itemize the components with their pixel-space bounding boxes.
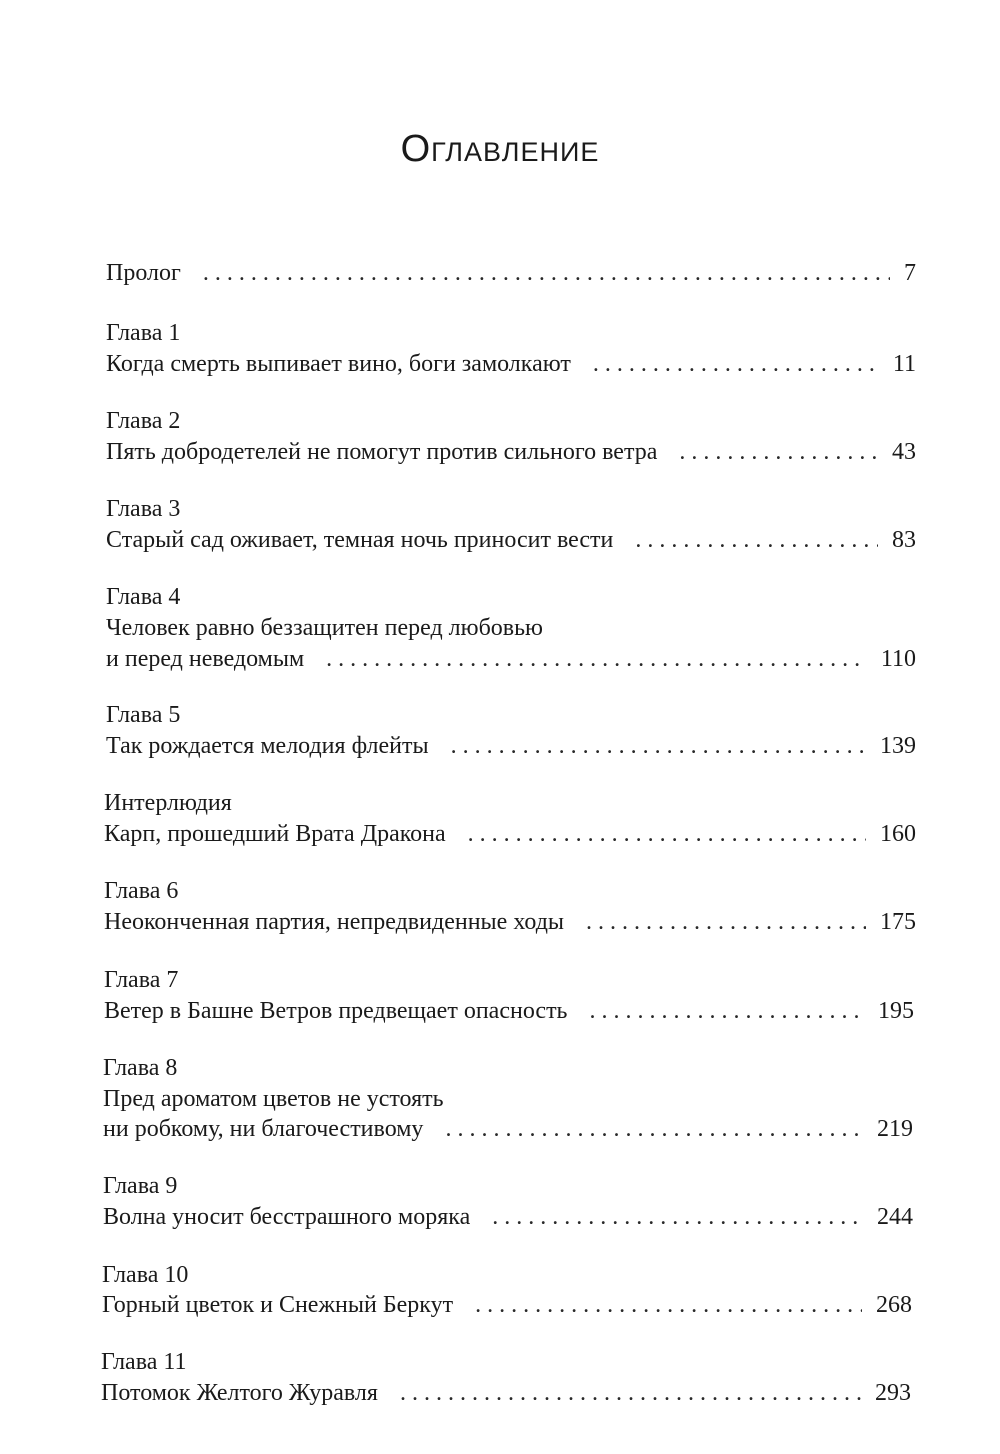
- toc-page-number: 219: [877, 1116, 913, 1142]
- toc-chapter-label: Глава 10: [102, 1262, 189, 1288]
- toc-entry-title: Когда смерть выпивает вино, боги замолкают: [106, 351, 571, 377]
- toc-entry-title: Горный цветок и Снежный Беркут: [102, 1292, 454, 1318]
- toc-entry-chapter-9[interactable]: [103, 1202, 913, 1232]
- toc-page-number: 110: [880, 646, 916, 672]
- toc-entry-title-line: Человек равно беззащитен перед любовью: [106, 615, 543, 641]
- leader-dots: [475, 1290, 862, 1320]
- leader-dots: [326, 644, 867, 674]
- toc-entry-title: и перед неведомым: [106, 646, 305, 672]
- toc-chapter-label: Глава 4: [106, 584, 181, 610]
- toc-entry-prologue[interactable]: [106, 258, 916, 288]
- toc-entry-title: Волна уносит бесстрашного моряка: [103, 1204, 471, 1230]
- toc-entry-chapter-11[interactable]: [101, 1378, 911, 1408]
- toc-entry-chapter-4[interactable]: [106, 644, 916, 674]
- toc-entry-chapter-7[interactable]: [104, 996, 914, 1026]
- toc-page-number: 175: [880, 909, 916, 935]
- toc-chapter-label: Глава 1: [106, 320, 181, 346]
- leader-dots: [492, 1202, 863, 1232]
- toc-entry-chapter-6[interactable]: [104, 907, 916, 937]
- toc-page-number: 293: [875, 1380, 911, 1406]
- leader-dots: [451, 731, 866, 761]
- page-title: Оглавление: [400, 128, 600, 170]
- toc-page-number: 244: [877, 1204, 913, 1230]
- toc-chapter-label: Глава 7: [104, 967, 179, 993]
- toc-page-number: 43: [892, 439, 916, 465]
- toc-entry-chapter-2[interactable]: [106, 437, 916, 467]
- toc-entry-title: Так рождается мелодия флейты: [106, 733, 429, 759]
- leader-dots: [203, 258, 890, 288]
- toc-entry-title: Старый сад оживает, темная ночь приносит вести: [106, 527, 614, 553]
- toc-page-number: 83: [892, 527, 916, 553]
- toc-entry-chapter-3[interactable]: [106, 525, 916, 555]
- leader-dots: [590, 996, 865, 1026]
- toc-entry-chapter-8[interactable]: [103, 1114, 913, 1144]
- toc-chapter-label: Глава 5: [106, 702, 181, 728]
- toc-entry-title: Потомок Желтого Журавля: [101, 1380, 378, 1406]
- toc-entry-title: Неоконченная партия, непредвиденные ходы: [104, 909, 565, 935]
- toc-entry-title: ни робкому, ни благочестивому: [103, 1116, 424, 1142]
- toc-chapter-label: Интерлюдия: [104, 790, 232, 816]
- leader-dots: [445, 1114, 863, 1144]
- toc-page-number: 268: [876, 1292, 912, 1318]
- toc-entry-chapter-5[interactable]: [106, 731, 916, 761]
- toc-chapter-label: Глава 6: [104, 878, 179, 904]
- leader-dots: [586, 907, 866, 937]
- leader-dots: [635, 525, 878, 555]
- toc-chapter-label: Глава 9: [103, 1173, 178, 1199]
- leader-dots: [400, 1378, 861, 1408]
- toc-page-number: 11: [892, 351, 916, 377]
- toc-entry-title: Пять добродетелей не помогут против сильного ветра: [106, 439, 658, 465]
- toc-chapter-label: Глава 2: [106, 408, 181, 434]
- leader-dots: [679, 437, 878, 467]
- toc-page-number: 7: [904, 260, 916, 286]
- toc-entry-interlude[interactable]: [104, 819, 916, 849]
- toc-entry-title: Карп, прошедший Врата Дракона: [104, 821, 446, 847]
- toc-page-number: 195: [878, 998, 914, 1024]
- toc-entry-title: Ветер в Башне Ветров предвещает опасность: [104, 998, 568, 1024]
- toc-chapter-label: Глава 11: [101, 1349, 187, 1375]
- toc-entry-chapter-1[interactable]: [106, 349, 916, 379]
- toc-page-number: 139: [880, 733, 916, 759]
- leader-dots: [468, 819, 866, 849]
- toc-page-number: 160: [880, 821, 916, 847]
- toc-entry-title: Пролог: [106, 260, 181, 286]
- toc-entry-chapter-10[interactable]: [102, 1290, 912, 1320]
- toc-entry-title-line: Пред ароматом цветов не устоять: [103, 1086, 444, 1112]
- leader-dots: [593, 349, 879, 379]
- toc-chapter-label: Глава 8: [103, 1055, 178, 1081]
- toc-chapter-label: Глава 3: [106, 496, 181, 522]
